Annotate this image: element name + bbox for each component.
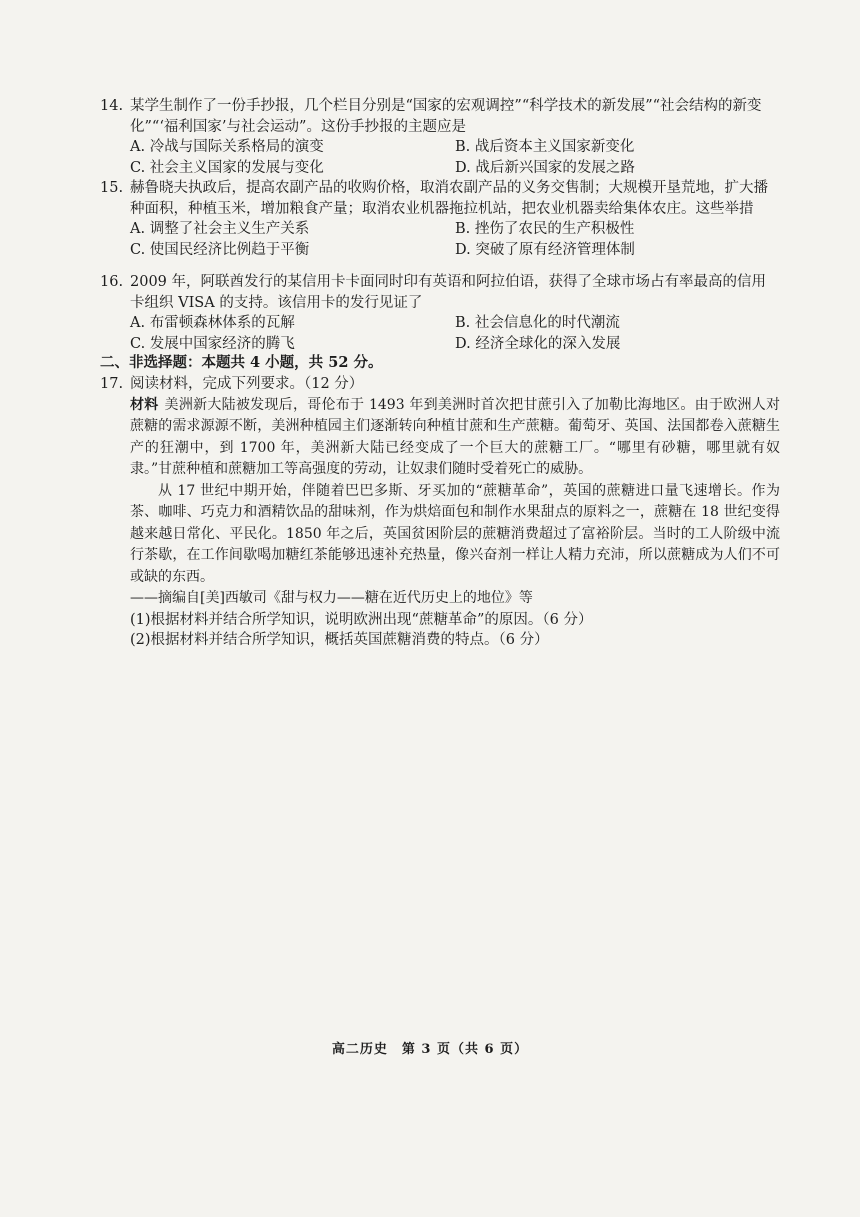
sub-question-1: (1)根据材料并结合所学知识，说明欧洲出现“蔗糖革命”的原因。（6 分）: [130, 611, 593, 628]
material-paragraph-1: 美洲新大陆被发现后，哥伦布于 1493 年到美洲时首次把甘蔗引入了加勒比海地区。由于欧洲人对蔗糖的需求源源不断，美洲种植园主们逐渐转向种植甘蔗和生产蔗糖。葡萄牙、英国、法国都卷入蔗糖生产的狂潮中，到 1700 年，美洲新大陆已经变成了一个巨大的蔗糖工厂。“哪里有砂糖，哪里就有奴隶。”甘蔗种植和蔗糖加工等高强度的劳动，让奴隶们随时受着死亡的威胁。: [130, 396, 781, 477]
option-d: D. 战后新兴国家的发展之路: [455, 159, 635, 176]
option-c: C. 社会主义国家的发展与变化: [130, 159, 324, 176]
section-heading: 二、非选择题：本题共 4 小题，共 52 分。: [100, 354, 383, 371]
question-number: 14.: [100, 98, 124, 114]
option-d: D. 突破了原有经济管理体制: [455, 241, 635, 258]
options: [100, 313, 780, 354]
page-footer: 高二历史 第 3 页（共 6 页）: [331, 1042, 529, 1057]
question-17: [100, 374, 780, 651]
material-source: ——摘编自[美]西敏司《甜与权力——糖在近代历史上的地位》等: [130, 590, 533, 606]
option-c: C. 使国民经济比例趋于平衡: [130, 241, 310, 258]
question-16: [100, 272, 780, 354]
option-b: B. 社会信息化的时代潮流: [455, 315, 620, 331]
question-15: [100, 178, 780, 260]
sub-question-2: (2)根据材料并结合所学知识，概括英国蔗糖消费的特点。（6 分）: [130, 632, 549, 648]
material-label: 材料: [130, 396, 159, 413]
option-d: D. 经济全球化的深入发展: [455, 335, 621, 352]
question-stem: 2009 年，阿联酋发行的某信用卡卡面同时印有英语和阿拉伯语，获得了全球市场占有率最高的信用卡组织 VISA 的支持。该信用卡的发行见证了: [130, 274, 767, 311]
question-stem: 赫鲁晓夫执政后，提高农副产品的收购价格，取消农副产品的义务交售制；大规模开垦荒地，扩大播种面积，种植玉米，增加粮食产量；取消农业机器拖拉机站，把农业机器卖给集体农庄。这些举措: [130, 180, 768, 217]
options: [100, 219, 780, 260]
question-stem: 阅读材料，完成下列要求。（12 分）: [130, 376, 364, 392]
question-number: 17.: [100, 376, 124, 392]
question-14: [100, 96, 780, 178]
question-number: 15.: [100, 180, 124, 196]
option-a: A. 冷战与国际关系格局的演变: [130, 139, 324, 155]
option-a: A. 布雷顿森林体系的瓦解: [130, 315, 295, 331]
question-number: 16.: [100, 274, 124, 290]
material: [100, 395, 780, 610]
material-paragraph-2: 从 17 世纪中期开始，伴随着巴巴多斯、牙买加的“蔗糖革命”，英国的蔗糖进口量飞速增长。作为茶、咖啡、巧克力和酒精饮品的甜味剂，作为烘焙面包和制作水果甜点的原料之一，蔗糖在 18 世纪变得越来越日常化、平民化。1850 年之后，英国贫困阶层的蔗糖消费超过了富裕阶层。当时的工人阶级中流行茶歇，在工作间歇喝加糖红茶能够迅速补充热量，像兴奋剂一样让人精力充沛，所以蔗糖成为人们不可或缺的东西。: [130, 482, 780, 585]
option-b: B. 挫伤了农民的生产积极性: [455, 221, 635, 237]
question-stem: 某学生制作了一份手抄报，几个栏目分别是“国家的宏观调控”“科学技术的新发展”“社会结构的新变化”“‘福利国家’与社会运动”。这份手抄报的主题应是: [130, 98, 762, 135]
options: [100, 137, 780, 178]
option-b: B. 战后资本主义国家新变化: [455, 139, 635, 155]
option-a: A. 调整了社会主义生产关系: [130, 221, 310, 237]
option-c: C. 发展中国家经济的腾飞: [130, 335, 295, 352]
